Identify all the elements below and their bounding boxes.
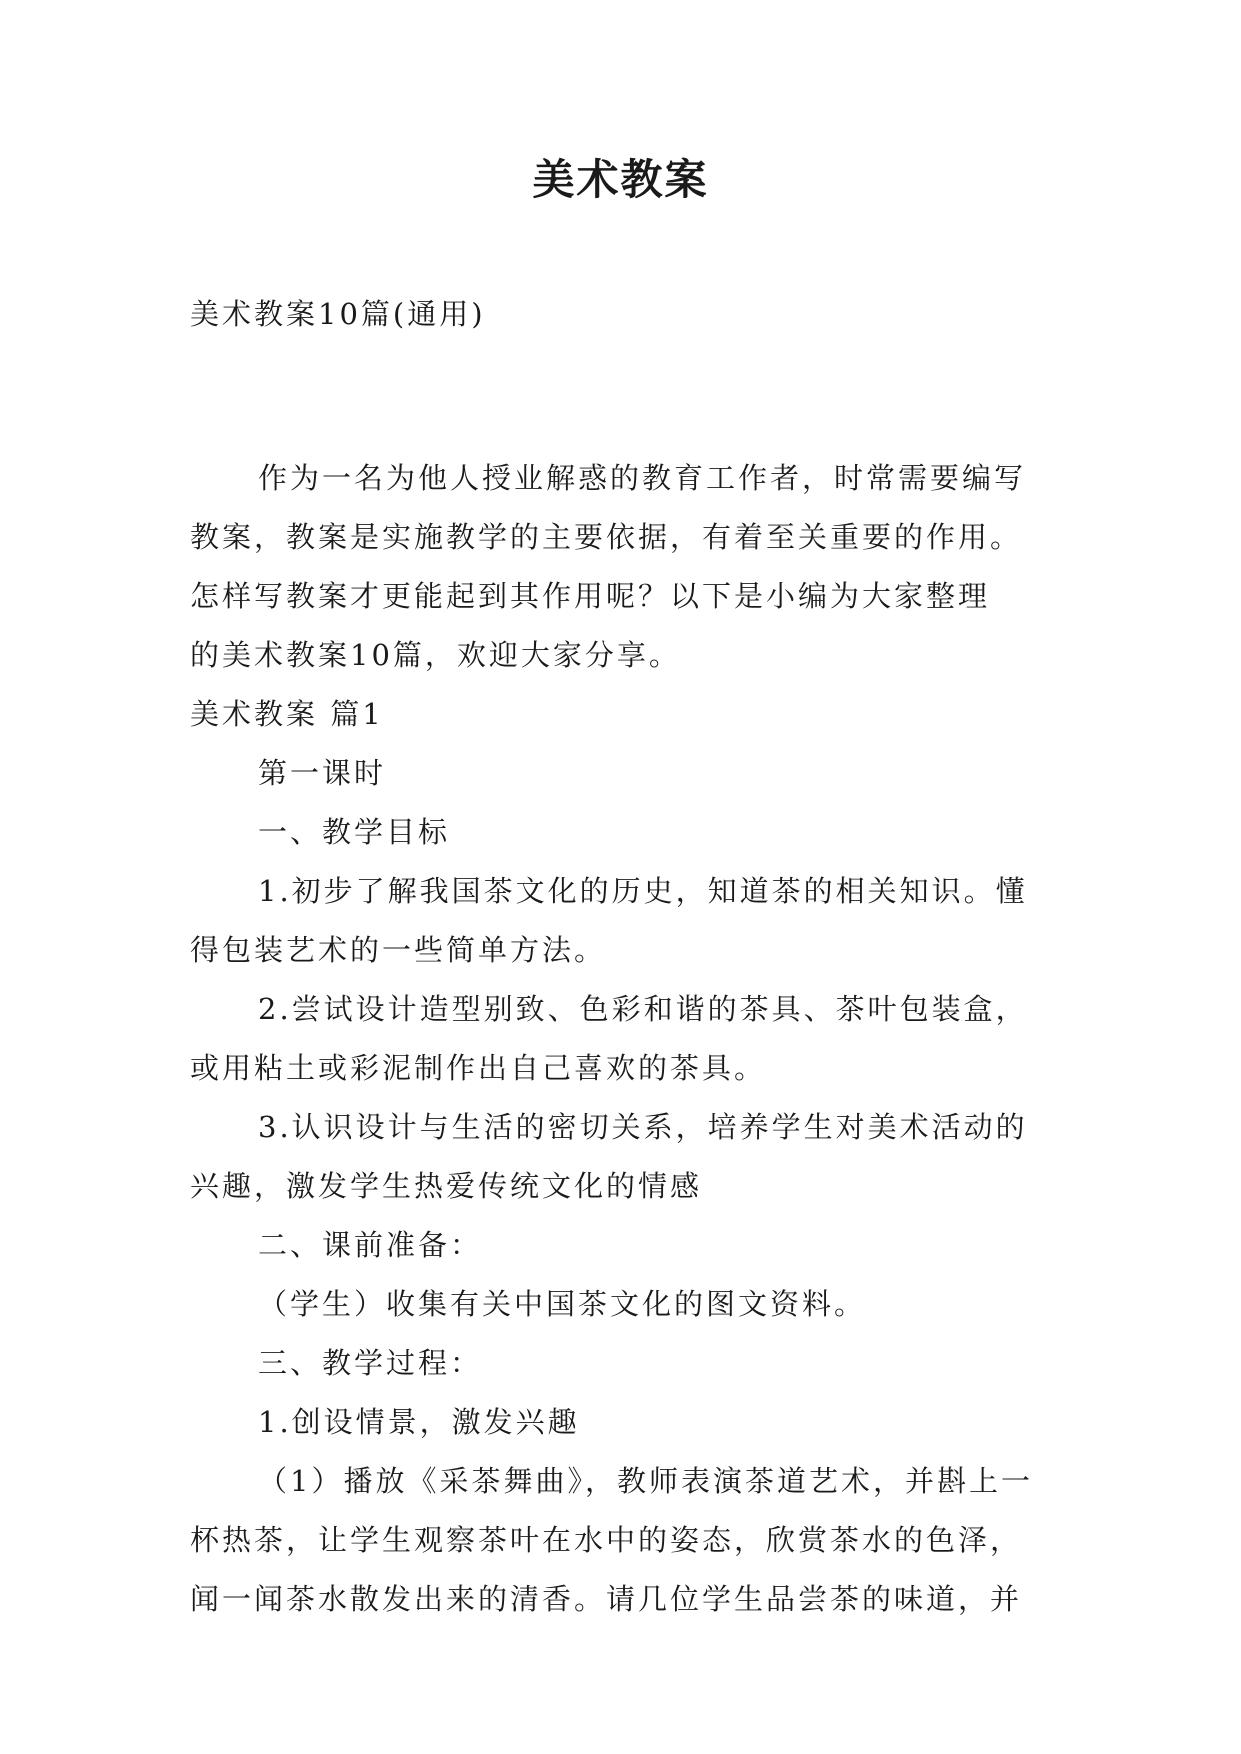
goal-line: 兴趣，激发学生热爱传统文化的情感 — [190, 1169, 703, 1203]
goals-heading: 一、教学目标 — [258, 815, 451, 849]
intro-line: 作为一名为他人授业解惑的教育工作者，时常需要编写 — [258, 461, 1027, 495]
spacer — [190, 344, 1080, 449]
lesson-label: 第一课时 — [258, 756, 387, 790]
section-heading: 美术教案 篇1 — [190, 697, 384, 731]
process-heading: 三、教学过程： — [258, 1346, 483, 1380]
goal-line: 或用粘土或彩泥制作出自己喜欢的茶具。 — [190, 1051, 767, 1085]
goal-line: 1.初步了解我国茶文化的历史，知道茶的相关知识。懂 — [258, 874, 1028, 908]
step-paragraph — [190, 1452, 1080, 1629]
document-subtitle: 美术教案10篇(通用) — [190, 297, 486, 331]
goal-line: 2.尝试设计造型别致、色彩和谐的茶具、茶叶包装盒， — [258, 992, 1028, 1026]
goal-line: 得包装艺术的一些简单方法。 — [190, 933, 607, 967]
intro-line: 的美术教案10篇，欢迎大家分享。 — [190, 638, 681, 672]
prep-heading: 二、课前准备： — [258, 1228, 483, 1262]
step-line: （1）播放《采茶舞曲》，教师表演茶道艺术，并斟上一 — [258, 1464, 1033, 1498]
intro-paragraph — [190, 449, 1080, 685]
step-heading: 1.创设情景，激发兴趣 — [258, 1405, 580, 1439]
goal-item-3 — [190, 1098, 1080, 1216]
goal-item-1 — [190, 862, 1080, 980]
goal-line: 3.认识设计与生活的密切关系，培养学生对美术活动的 — [258, 1110, 1028, 1144]
step-line: 闻一闻茶水散发出来的清香。请几位学生品尝茶的味道，并 — [190, 1582, 1023, 1616]
document-body — [190, 285, 1080, 1629]
goal-item-2 — [190, 980, 1080, 1098]
prep-text: （学生）收集有关中国茶文化的图文资料。 — [258, 1287, 867, 1321]
intro-line: 怎样写教案才更能起到其作用呢？以下是小编为大家整理 — [190, 579, 991, 613]
intro-line: 教案，教案是实施教学的主要依据，有着至关重要的作用。 — [190, 520, 1023, 554]
step-line: 杯热茶，让学生观察茶叶在水中的姿态，欣赏茶水的色泽， — [190, 1523, 1023, 1557]
document-title: 美术教案 — [532, 155, 709, 204]
